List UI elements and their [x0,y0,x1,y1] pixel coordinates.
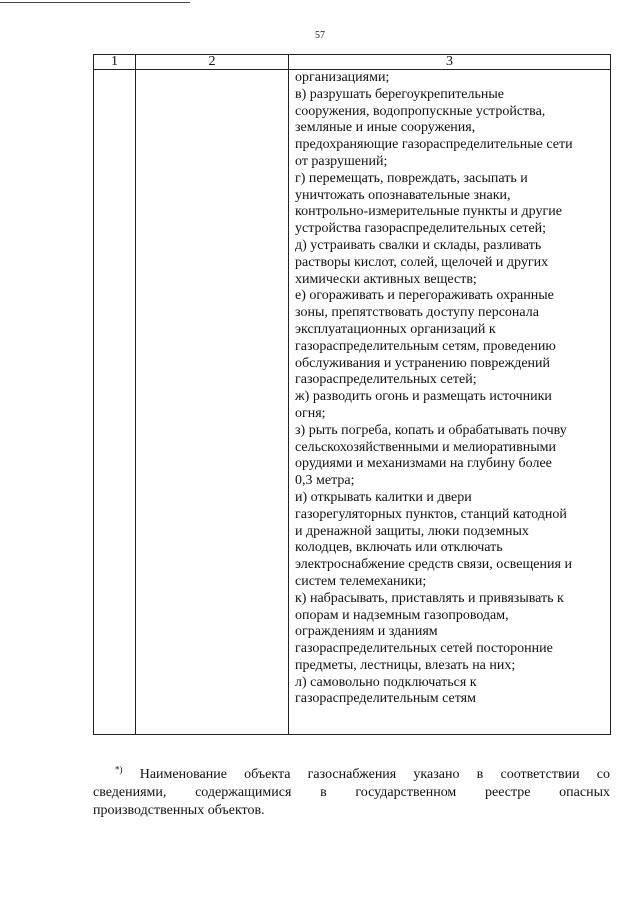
column-header-3: 3 [289,55,611,70]
cell-text-line: и дренажной защиты, люки подземных [295,523,529,539]
cell-text-line: 0,3 метра; [295,473,355,489]
cell-text-line: электроснабжение средств связи, освещения и [295,557,572,573]
cell-text-line: сельскохозяйственными и мелиоративными [295,439,557,455]
cell-text-line: контрольно-измерительные пункты и другие [295,204,562,220]
cell-text-line: газораспределительным сетям, проведению [295,338,556,354]
cell-text-line: уничтожать опознавательные знаки, [295,187,511,203]
cell-text-line: и) открывать калитки и двери [295,489,472,505]
top-rule [0,2,190,3]
table-cell-col1 [94,70,136,735]
cell-text-line: систем телемеханики; [295,573,427,589]
cell-text-line: эксплуатационных организаций к [295,321,496,337]
table-cell-col3 [289,70,611,735]
cell-text-line: колодцев, включать или отключать [295,540,503,556]
cell-text-line: опорам и надземным газопроводам, [295,607,509,623]
cell-text-line: предметы, лестницы, влезать на них; [295,657,516,673]
cell-text-line: к) набрасывать, приставлять и привязывать к [295,590,564,606]
cell-text-line: газораспределительных сетей; [295,372,477,388]
cell-text-line: предохраняющие газораспределительные сети [295,137,573,153]
cell-text-line: г) перемещать, повреждать, засыпать и [295,170,528,186]
cell-text-line: ограждениям и зданиям [295,624,438,640]
footnote-text-1: Наименование объекта газоснабжения указано в соответствии со [139,767,610,782]
cell-text-line: газораспределительных сетей посторонние [295,641,553,657]
cell-text-line: в) разрушать берегоукрепительные [295,86,505,102]
footnote-line: производственных объектов. [93,803,265,818]
cell-text-line: газораспределительным сетям [295,691,476,707]
footnote-line: сведениями, содержащимися в государственном реестре опасных [93,785,610,800]
document-table [93,54,611,735]
cell-text-line: химически активных веществ; [295,271,477,287]
column-header-1: 1 [94,55,136,70]
cell-text-line: организациями; [295,70,390,85]
table-row [94,70,611,735]
cell-text-line: от разрушений; [295,153,388,169]
cell-text-line: орудиями и механизмами на глубину более [295,456,552,472]
cell-text-line: сооружения, водопропускные устройства, [295,103,546,119]
cell-text-line: растворы кислот, солей, щелочей и других [295,254,549,270]
cell-text-line: е) огораживать и перегораживать охранные [295,288,554,304]
cell-text-line: устройства газораспределительных сетей; [295,221,547,237]
page-number: 57 [315,30,325,41]
footnote-line [93,766,610,784]
cell-text-line: л) самовольно подключаться к [295,674,477,690]
cell-text-line: д) устраивать свалки и склады, разливать [295,237,542,253]
cell-text-line: обслуживания и устранению повреждений [295,355,551,371]
cell-text-line: зоны, препятствовать доступу персонала [295,305,539,321]
cell-text-line: земляные и иные сооружения, [295,120,476,136]
column-header-2: 2 [136,55,289,70]
cell-text-line: газорегуляторных пунктов, станций катодной [295,506,567,522]
footnote [93,766,610,820]
cell-text-line: ж) разводить огонь и размещать источники [295,389,552,405]
cell-text-line: з) рыть погреба, копать и обрабатывать почву [295,422,567,438]
footnote-marker: *) [115,764,123,775]
cell-text-line: огня; [295,405,326,421]
table-cell-col2 [136,70,289,735]
table-header-row [94,55,611,70]
